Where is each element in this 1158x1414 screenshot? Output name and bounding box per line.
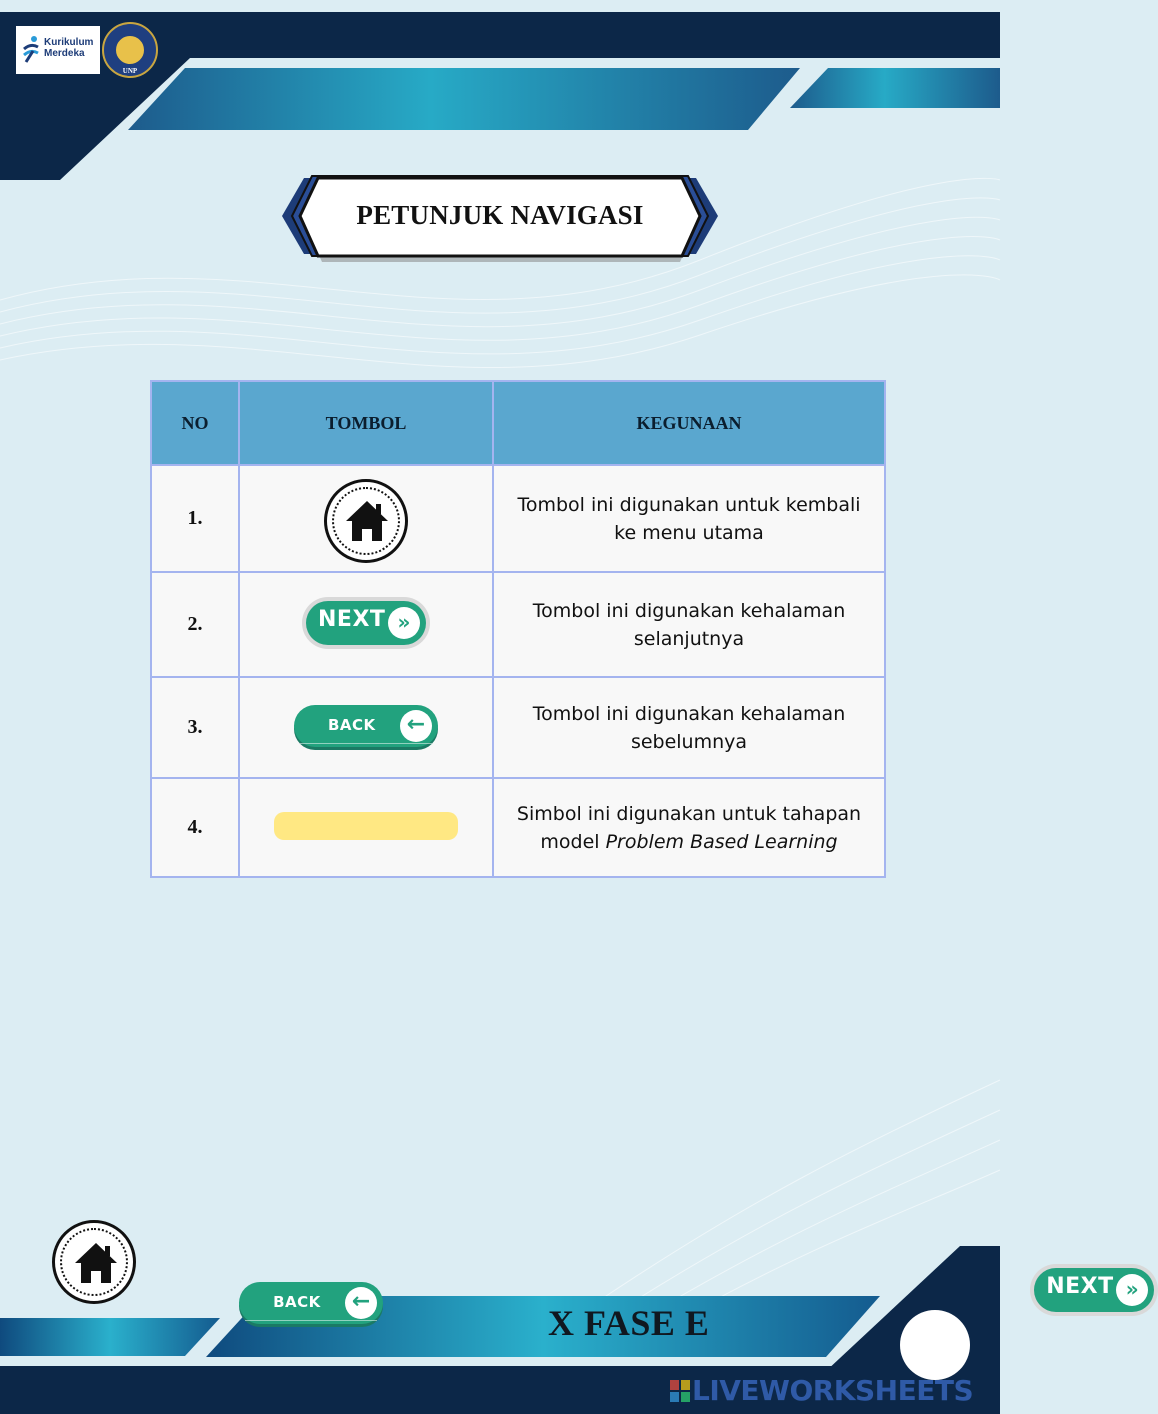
next-arrow-icon: » [1116, 1274, 1148, 1306]
description-line1: Tombol ini digunakan kehalaman [532, 702, 846, 725]
liveworksheets-logo-icon [670, 1380, 690, 1402]
row-number: 2. [151, 572, 239, 677]
home-icon [73, 1241, 119, 1285]
next-label: NEXT [1046, 1274, 1114, 1299]
kurikulum-logo-icon [21, 35, 41, 65]
description-line2: selanjutnya [633, 627, 745, 650]
back-label: BACK [328, 715, 376, 734]
description-line2: sebelumnya [630, 730, 748, 753]
back-arrow-icon: ← [345, 1287, 377, 1319]
table-row [151, 572, 885, 677]
description-line2: model Problem Based Learning [540, 830, 838, 853]
row-button-cell [239, 572, 493, 677]
navigation-guide-table [150, 380, 886, 878]
row-description [493, 572, 885, 677]
pbl-stage-symbol [274, 812, 458, 840]
header-no: NO [151, 381, 239, 465]
seal-text: UNP [122, 67, 138, 75]
back-button[interactable] [239, 1282, 383, 1324]
watermark-text: LIVEWORKSHEETS [692, 1374, 974, 1407]
home-button[interactable] [52, 1220, 136, 1304]
logo-text [44, 37, 93, 59]
pbl-italic-text: Problem Based Learning [605, 830, 838, 853]
description-line1: Tombol ini digunakan kehalaman [532, 599, 846, 622]
home-icon [344, 499, 390, 543]
next-arrow-icon: » [388, 607, 420, 639]
row-button-cell [239, 677, 493, 778]
row-number: 3. [151, 677, 239, 778]
back-arrow-icon: ← [400, 710, 432, 742]
next-button-sample [302, 597, 430, 649]
footer-title: X FASE E [548, 1303, 710, 1343]
table-row [151, 465, 885, 572]
next-label: NEXT [318, 606, 386, 632]
university-seal-logo [102, 22, 158, 78]
logo-text-line2: Merdeka [44, 48, 85, 59]
logo-text-line1: Kurikulum [44, 37, 94, 48]
row-button-cell [239, 778, 493, 877]
row-button-cell [239, 465, 493, 572]
white-circle-decoration [900, 1310, 970, 1380]
liveworksheets-watermark[interactable] [692, 1374, 973, 1407]
kurikulum-merdeka-logo [16, 26, 100, 74]
title-banner [282, 172, 718, 264]
row-number: 4. [151, 778, 239, 877]
seal-emblem [114, 34, 146, 66]
table-header-row [151, 381, 885, 465]
back-button-sample [294, 705, 438, 747]
header-kegunaan: KEGUNAAN [493, 381, 885, 465]
description-line2: ke menu utama [614, 521, 764, 544]
row-description [493, 778, 885, 877]
back-label: BACK [273, 1293, 321, 1311]
description-line1: Simbol ini digunakan untuk tahapan [516, 802, 862, 825]
page-title: PETUNJUK NAVIGASI [356, 200, 644, 230]
header-tombol: TOMBOL [239, 381, 493, 465]
description-line1: Tombol ini digunakan untuk kembali [517, 493, 861, 516]
home-button-sample [324, 479, 408, 563]
row-description [493, 465, 885, 572]
table-row [151, 677, 885, 778]
row-description [493, 677, 885, 778]
table-row [151, 778, 885, 877]
next-button[interactable] [1030, 1264, 1158, 1316]
row-number: 1. [151, 465, 239, 572]
